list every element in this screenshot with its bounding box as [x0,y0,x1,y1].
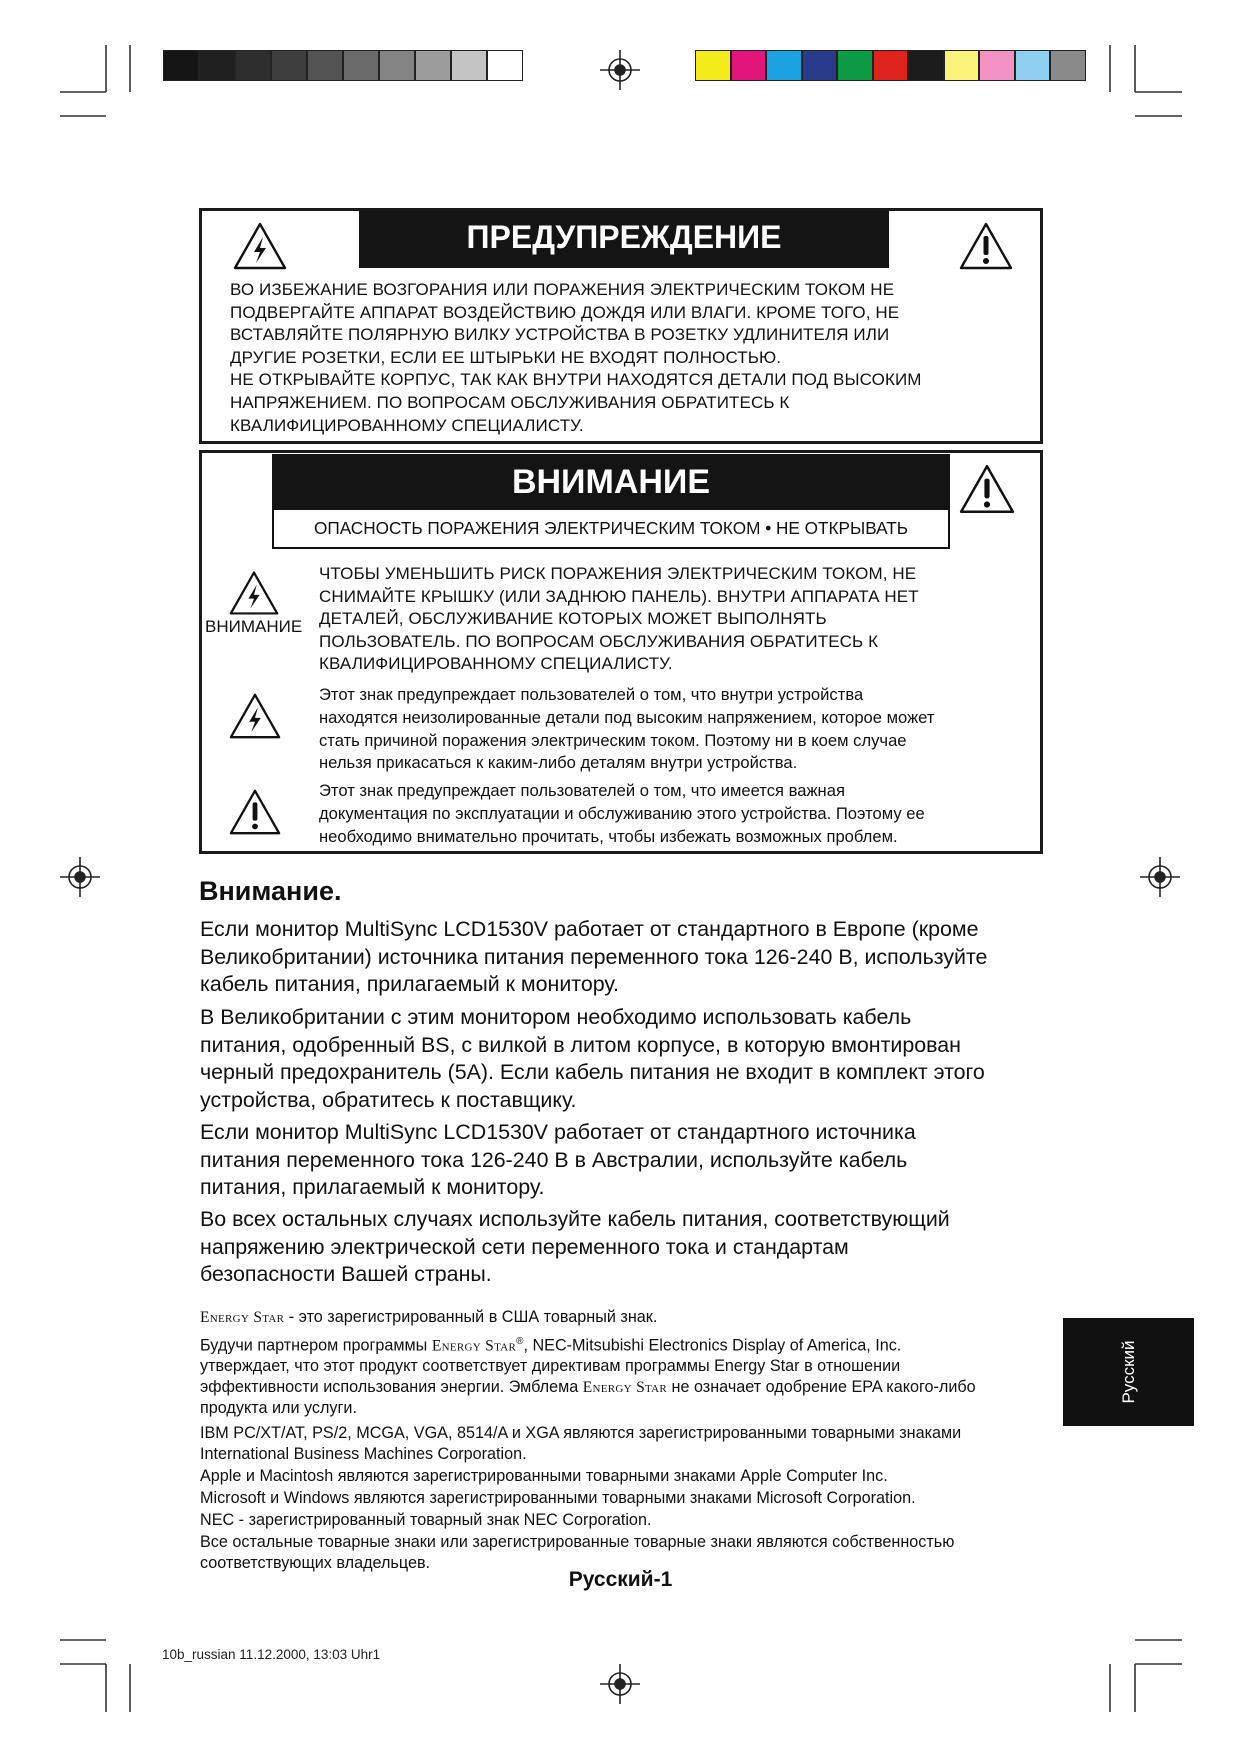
warning-text: ВО ИЗБЕЖАНИЕ ВОЗГОРАНИЯ ИЛИ ПОРАЖЕНИЯ ЭЛЕКТРИЧЕСКИМ ТОКОМ НЕ ПОДВЕРГАЙТЕ АППАРАТ ВОЗДЕЙСТВИЮ ДОЖДЯ ИЛИ ВЛАГИ. КРОМЕ ТОГО, НЕ ВСТАВЛЯЙТЕ ПОЛЯРНУЮ ВИЛКУ УСТРОЙСТВА В РОЗЕТКУ УДЛИНИТЕЛЯ ИЛИ ДРУГИЕ РОЗЕТКИ, ЕСЛИ ЕЕ ШТЫРЬКИ НЕ ВХОДЯТ ПОЛНОСТЬЮ. НЕ ОТКРЫВАЙТЕ КОРПУС, ТАК КАК ВНУТРИ НАХОДЯТСЯ ДЕТАЛИ ПОД ВЫСОКИМ НАПРЯЖЕНИЕМ. ПО ВОПРОСАМ ОБСЛУЖИВАНИЯ ОБРАТИТЕСЬ К КВАЛИФИЦИРОВАННОМУ СПЕЦИАЛИСТУ. [230,280,922,435]
warning-title: ПРЕДУПРЕЖДЕНИЕ [359,211,889,268]
caution-exclamation-icon [958,463,1016,515]
ibm-trademark: IBM PC/XT/AT, PS/2, MCGA, VGA, 8514/A и XGA являются зарегистрированными товарными знаками International Business Machines Corporation. [200,1424,962,1463]
caution-icon-label: ВНИМАНИЕ [205,617,303,636]
caution-subtitle: ОПАСНОСТЬ ПОРАЖЕНИЯ ЭЛЕКТРИЧЕСКИМ ТОКОМ • НЕ ОТКРЫВАТЬ [272,510,950,549]
microsoft-trademark: Microsoft и Windows являются зарегистрированными товарными знаками Microsoft Corporation. [200,1489,916,1507]
caution-block-3: Этот знак предупреждает пользователей о том, что имеется важная документация по эксплуатации и обслуживанию этого устройства. Поэтому ее необходимо внимательно прочитать, чтобы избежать возможных проблем. [319,781,925,846]
caution-voltage-icon [228,569,280,617]
notice-paragraph-2: В Великобритании с этим монитором необходимо использовать кабель питания, одобренный BS, с вилкой в литом корпусе, в которую вмонтирован черный предохранитель (5А). Если кабель питания не входит в комплект этого устройства, обратитесь к поставщику. [200,1005,985,1112]
warning-box [199,208,1043,444]
caution-box [199,450,1043,854]
registration-mark-bottom [600,1664,640,1704]
caution-block-1: ЧТОБЫ УМЕНЬШИТЬ РИСК ПОРАЖЕНИЯ ЭЛЕКТРИЧЕСКИМ ТОКОМ, НЕ СНИМАЙТЕ КРЫШКУ (ИЛИ ЗАДНЮЮ ПАНЕЛЬ). ВНУТРИ АППАРАТА НЕТ ДЕТАЛЕЙ, ОБСЛУЖИВАНИЕ КОТОРЫХ МОЖЕТ ВЫПОЛНЯТЬ ПОЛЬЗОВАТЕЛЬ. ПО ВОПРОСАМ ОБСЛУЖИВАНИЯ ОБРАТИТЕСЬ К КВАЛИФИЦИРОВАННОМУ СПЕЦИАЛИСТУ. [319,564,919,674]
notice-paragraph-3: Если монитор MultiSync LCD1530V работает от стандартного источника питания переменного тока 126-240 В в Австралии, используйте кабель питания, прилагаемый к монитору. [200,1120,916,1200]
notice-paragraph-1: Если монитор MultiSync LCD1530V работает от стандартного в Европе (кроме Великобритании) источника питания переменного тока 126-240 В, используйте кабель питания, прилагаемый к монитору. [200,917,988,997]
energy-star-mark: Energy Star [200,1309,285,1326]
footer-slug: 10b_russian 11.12.2000, 13:03 Uhr1 [162,1647,381,1662]
nec-trademark: NEC - зарегистрированный товарный знак NEC Corporation. [200,1511,652,1529]
notice-paragraph-4: Во всех остальных случаях используйте кабель питания, соответствующий напряжению электрической сети переменного тока и стандартам безопасности Вашей страны. [200,1207,950,1287]
notice-heading: Внимание. [199,876,342,906]
registration-mark-left [60,857,100,897]
page-number: Русский-1 [568,1568,673,1591]
caution-block-2: Этот знак предупреждает пользователей о том, что внутри устройства находятся неизолированные детали под высоким напряжением, которое может стать причиной поражения электрическим током. Поэтому ни в коем случае нельзя прикасаться к каким-либо деталям внутри устройства. [319,685,935,773]
registration-mark-right [1140,857,1180,897]
voltage-symbol-icon [228,691,282,741]
energy-star-line: Energy Star - это зарегистрированный в США товарный знак. [200,1308,658,1326]
high-voltage-icon [232,221,288,271]
exclamation-symbol-icon [228,787,282,837]
apple-trademark: Apple и Macintosh являются зарегистрированными товарными знаками Apple Computer Inc. [200,1467,888,1485]
energy-star-partner: Будучи партнером программы Energy Star®, NEC-Mitsubishi Electronics Display of America, Inc. утверждает, что этот продукт соответствует директивам программы Energy Star в отношении эффективности использования энергии. Эмблема Energy Star не означает одобрение EPA какого-либо продукта или услуги. [200,1336,976,1418]
caution-title: ВНИМАНИЕ [272,454,950,510]
other-trademarks: Все остальные товарные знаки или зарегистрированные товарные знаки являются собственностью соответствующих владельцев. [200,1533,955,1572]
language-side-tab: Русский [1063,1318,1194,1426]
exclamation-warning-icon [958,221,1014,271]
registration-mark-top [600,50,640,90]
